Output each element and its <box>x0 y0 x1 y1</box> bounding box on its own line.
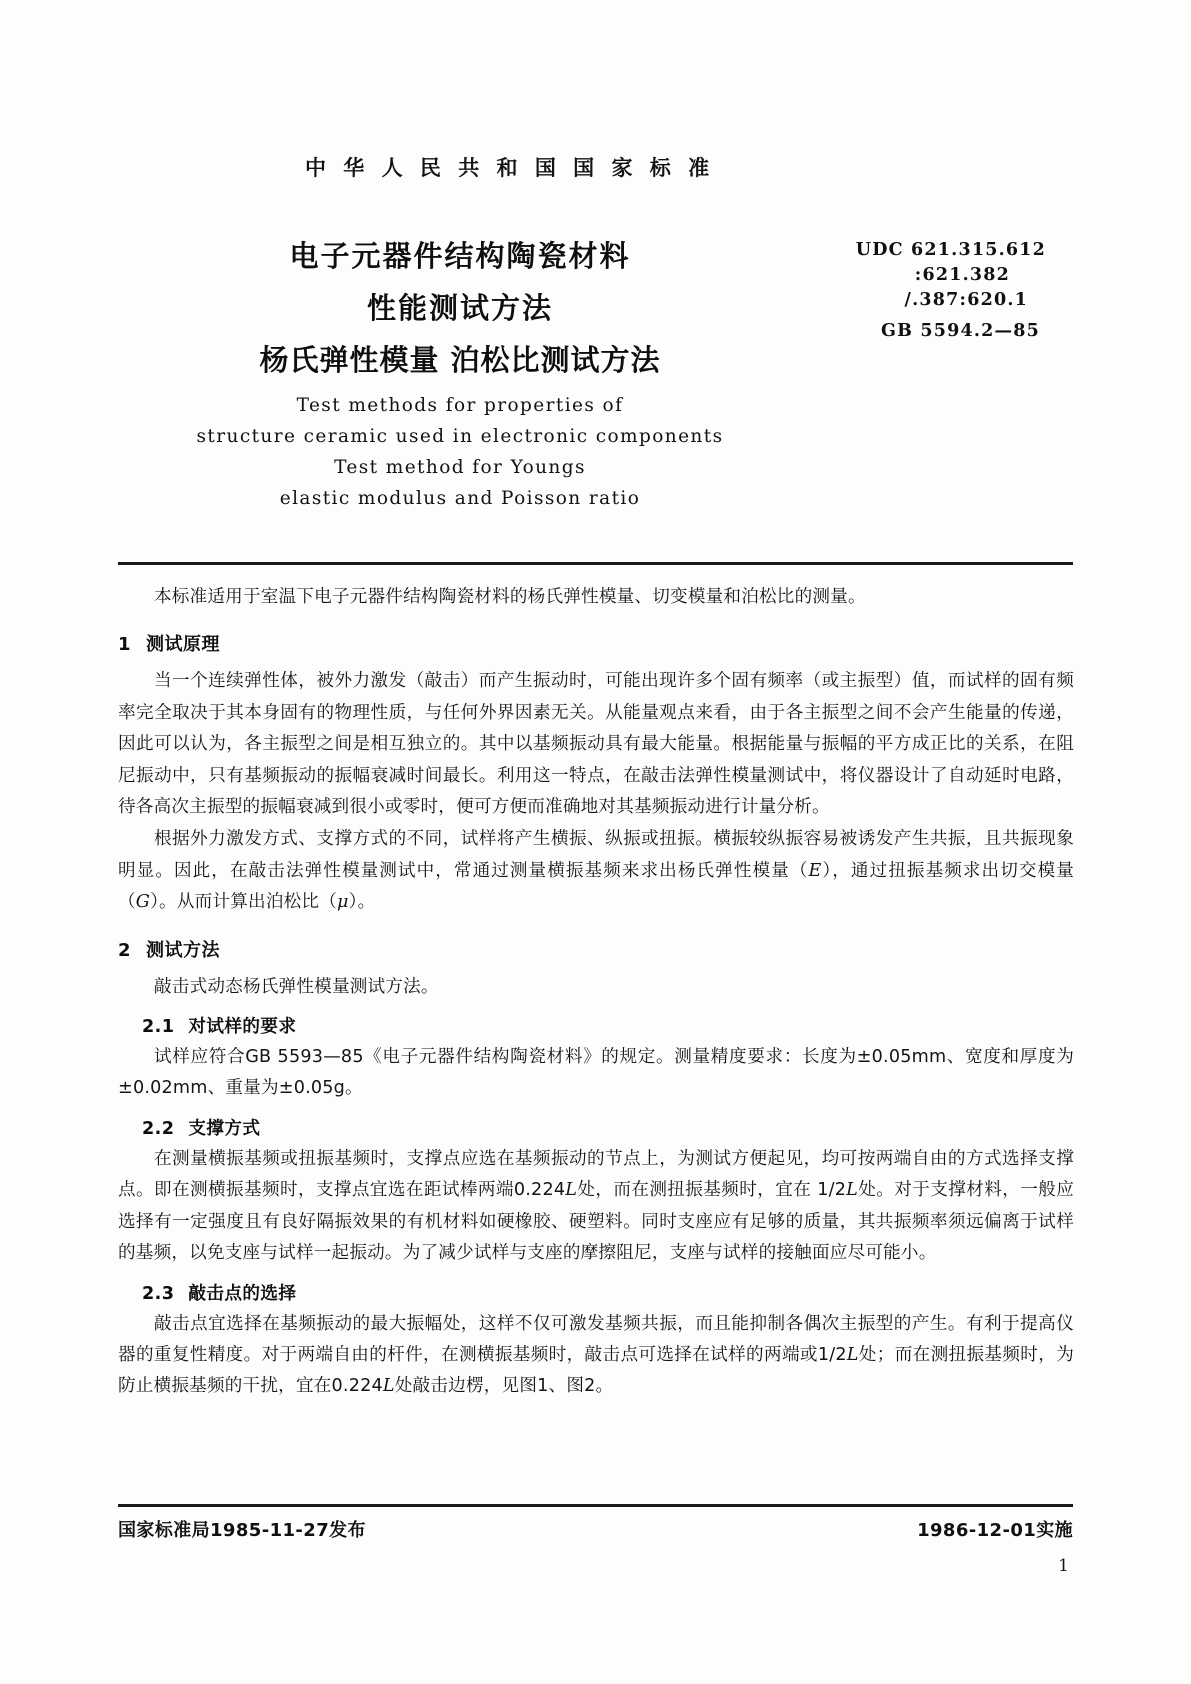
symbol-L-2: L <box>846 1180 859 1201</box>
symbol-G: G <box>135 892 151 913</box>
section-2-1-paragraph: 试样应符合GB 5593—85《电子元器件结构陶瓷材料》的规定。测量精度要求：长度为±0.05mm、宽度和厚度为±0.02mm、重量为±0.05g。 <box>118 1047 1074 1099</box>
section-1-heading <box>118 630 1074 656</box>
chinese-title-line3: 杨氏弹性模量 泊松比测试方法 <box>259 343 661 377</box>
document-body <box>118 582 1074 1404</box>
s23-part-b: 处；而在测扭振基频时，为防止横振基频的干扰，宜在0.224 <box>118 1344 1074 1397</box>
s22-part-a: 在测量横振基频或扭振基频时，支撑点应选在基频振动的节点上，为测试方便起见，均可按两端自由的方式选择支撑点。即在测横振基频时，支撑点宜选在距试棒两端0.224 <box>118 1148 1074 1201</box>
section-1-paragraph-1: 当一个连续弹性体，被外力激发（敲击）而产生振动时，可能出现许多个固有频率（或主振型）值，而试样的固有频率完全取决于其本身固有的物理性质，与任何外界因素无关。从能量观点来看，由于各主振型之间不会产生能量的传递，因此可以认为，各主振型之间是相互独立的。其中以基频振动具有最大能量。根据能量与振幅的平方成正比的关系，在阻尼振动中，只有基频振动的振幅衰减时间最长。利用这一特点，在敲击法弹性模量测试中，将仪器设计了自动延时电路，待各高次主振型的振幅衰减到很小或零时，便可方便而准确地对其基频振动进行计量分析。 <box>118 671 1074 818</box>
section-2-3-title: 敲击点的选择 <box>188 1283 297 1304</box>
symbol-mu: μ <box>337 892 349 913</box>
s1p2-part-b: ），通过扭振基频求出切交模量（ <box>118 860 1074 913</box>
section-2-2-heading <box>118 1115 1074 1140</box>
english-title-line4: elastic modulus and Poisson ratio <box>279 488 641 509</box>
s22-part-b: 处，而在测扭振基频时，宜在 1/2 <box>577 1180 847 1201</box>
issuing-organization: 中 华 人 民 共 和 国 国 家 标 准 <box>305 156 715 180</box>
effective-date-label: 1986-12-01实施 <box>917 1520 1073 1541</box>
symbol-L-1: L <box>565 1180 578 1201</box>
s23-part-c: 处敲击边楞，见图1、图2。 <box>394 1376 614 1397</box>
section-2-3-paragraph <box>118 1309 1074 1403</box>
chinese-title-line2: 性能测试方法 <box>366 291 553 325</box>
symbol-L-4: L <box>382 1376 395 1397</box>
section-2-heading <box>118 936 1074 962</box>
section-2-number: 2 <box>118 939 132 961</box>
scope-paragraph: 本标准适用于室温下电子元器件结构陶瓷材料的杨氏弹性模量、切变模量和泊松比的测量。 <box>154 587 866 607</box>
section-2-title: 测试方法 <box>146 939 220 961</box>
masthead <box>0 152 1191 377</box>
section-1-number: 1 <box>118 634 132 656</box>
s22-part-c: 处。对于支撑材料，一般应选择有一定强度且有良好隔振效果的有机材料如硬橡胶、硬塑料。同时支座应有足够的质量，其共振频率须远偏离于试样的基频，以免支座与试样一起振动。为了减少试样与支座的摩擦阻尼，支座与试样的接触面应尽可能小。 <box>118 1180 1074 1264</box>
section-2-1-heading <box>118 1013 1074 1038</box>
issue-date-label: 国家标准局1985-11-27发布 <box>118 1520 366 1541</box>
section-2-2-number: 2.2 <box>142 1118 175 1139</box>
section-2-3-heading <box>118 1280 1074 1305</box>
english-title-line3: Test method for Youngs <box>334 457 586 478</box>
chinese-title-line1: 电子元器件结构陶瓷材料 <box>289 239 631 273</box>
english-title <box>120 390 800 514</box>
udc-line-2: :621.382 <box>914 265 1010 285</box>
symbol-L-3: L <box>846 1344 859 1365</box>
udc-line-3: /.387:620.1 <box>904 290 1028 310</box>
chinese-title <box>120 230 800 386</box>
section-1-paragraph-2 <box>118 824 1074 918</box>
section-1-title: 测试原理 <box>146 634 220 656</box>
section-2-2-title: 支撑方式 <box>188 1118 261 1139</box>
document-footer <box>118 1516 1073 1542</box>
header-divider-rule <box>118 562 1073 565</box>
page-number: 1 <box>1058 1556 1069 1576</box>
footer-divider-rule <box>118 1504 1073 1507</box>
section-2-2-paragraph <box>118 1144 1074 1270</box>
section-2-1-number: 2.1 <box>142 1017 175 1038</box>
udc-classification-block <box>806 238 1046 344</box>
symbol-E: E <box>808 860 822 881</box>
section-2-1-title: 对试样的要求 <box>188 1017 297 1038</box>
english-title-line2: structure ceramic used in electronic components <box>196 426 724 447</box>
section-2-intro: 敲击式动态杨氏弹性模量测试方法。 <box>154 976 439 997</box>
s1p2-part-d: ）。 <box>348 892 376 913</box>
udc-line-1: UDC 621.315.612 <box>855 240 1046 260</box>
s1p2-part-a: 根据外力激发方式、支撑方式的不同，试样将产生横振、纵振或扭振。横振较纵振容易被诱发产生共振，且共振现象明显。因此，在敲击法弹性模量测试中，常通过测量横振基频来求出杨氏弹性模量（ <box>118 829 1074 881</box>
s1p2-part-c: ）。从而计算出泊松比（ <box>150 892 337 913</box>
english-title-line1: Test methods for properties of <box>296 395 624 416</box>
s23-part-a: 敲击点宜选择在基频振动的最大振幅处，这样不仅可激发基频共振，而且能抑制各偶次主振型的产生。有利于提高仪器的重复性精度。对于两端自由的杆件，在测横振基频时，敲击点可选择在试样的两端或1/2 <box>118 1313 1074 1365</box>
section-2-3-number: 2.3 <box>142 1283 175 1304</box>
standard-code: GB 5594.2—85 <box>880 321 1040 341</box>
